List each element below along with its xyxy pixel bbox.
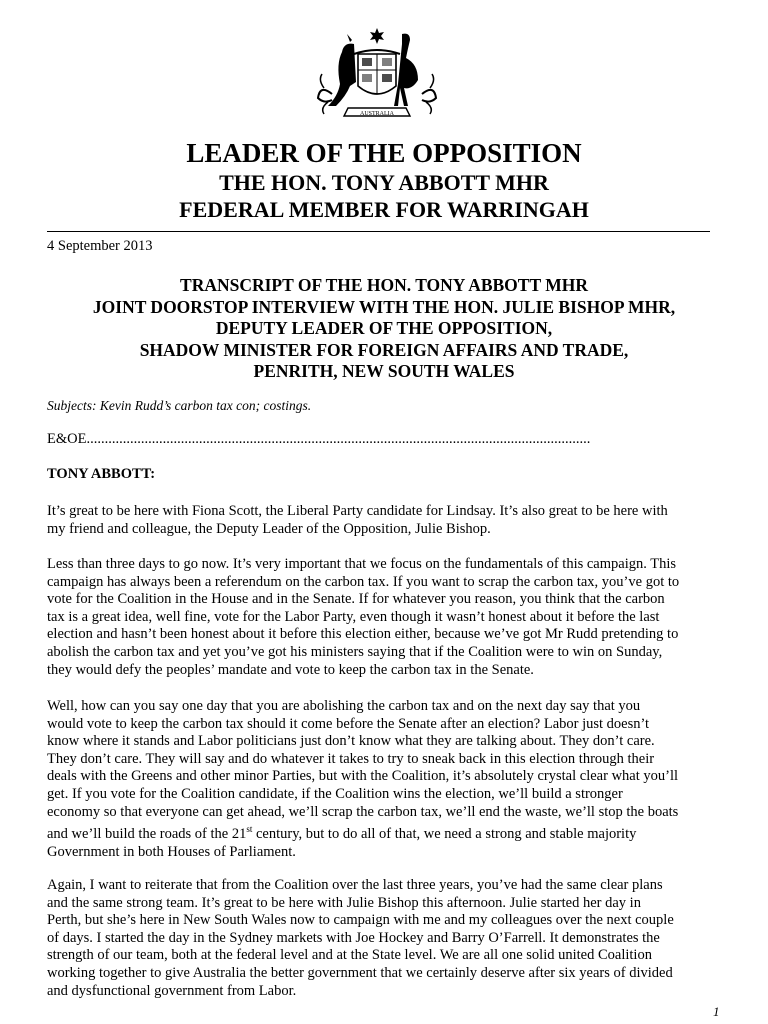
text-line: Government in both Houses of Parliament.: [47, 843, 296, 860]
text-line: know where it stands and Labor politicians just don’t know what they are talking about. They don’t care.: [47, 733, 655, 750]
electorate-line: FEDERAL MEMBER FOR WARRINGAH: [179, 197, 589, 222]
text-line: and we’ll build the roads of the 21st century, but to do all of that, we need a strong and stable majority: [47, 824, 637, 842]
crest-scroll-text: AUSTRALIA: [360, 111, 394, 117]
text-line: Less than three days to go now. It’s very important that we focus on the fundamentals of this campaign. This: [47, 556, 677, 572]
paragraph-1: [47, 503, 727, 538]
text-line: they would defy the peoples’ mandate and vote to keep the carbon tax in the Senate.: [47, 661, 534, 678]
coat-of-arms-icon: [314, 24, 440, 126]
eoe-line: E&OE...........................................................................................................................................: [47, 431, 591, 447]
text-line: election and hasn’t been honest about it before this election either, because we’ve got Mr Rudd pretending to: [47, 626, 679, 643]
paragraph-3: [47, 698, 727, 861]
text-line: and the same strong team. It’s great to be here with Julie Bishop this afternoon. Julie started her day in: [47, 894, 641, 911]
text-line: abolish the carbon tax and yet you’ve got his ministers saying that if the Coalition were to win on Sunday,: [47, 643, 663, 660]
text-line: working together to give Australia the better government that we certainly deserve after six years of divided: [47, 964, 673, 981]
text-line: Perth, but she’s here in New South Wales now to campaign with me and my colleagues over the next couple: [47, 912, 674, 929]
text-line: of days. I started the day in the Sydney markets with Joe Hockey and Barry O’Farrell. It demonstrates the: [47, 929, 660, 946]
text-line: economy so that everyone can get ahead, we’ll scrap the carbon tax, we’ll end the waste, we’ll stop the boats: [47, 803, 679, 820]
page-title: LEADER OF THE OPPOSITION: [186, 138, 582, 168]
text-line: get. If you vote for the Coalition candidate, if the Coalition wins the election, we’ll build a stronger: [47, 785, 623, 802]
paragraph-4: [47, 877, 727, 1000]
transcript-title-line: PENRITH, NEW SOUTH WALES: [253, 361, 515, 381]
transcript-title-line: SHADOW MINISTER FOR FOREIGN AFFAIRS AND TRADE,: [139, 339, 629, 360]
text-line: campaign has always been a referendum on the carbon tax. If you want to scrap the carbon tax, you’ve got to: [47, 573, 680, 590]
transcript-title-line: JOINT DOORSTOP INTERVIEW WITH THE HON. JULIE BISHOP MHR,: [92, 296, 676, 317]
text-line: my friend and colleague, the Deputy Leader of the Opposition, Julie Bishop.: [47, 520, 491, 537]
text-line: Again, I want to reiterate that from the Coalition over the last three years, you’ve had the same clear plans: [47, 877, 663, 893]
page-number: 1: [713, 1004, 720, 1019]
text-line: tax is a great idea, well fine, vote for the Labor Party, even though it wasn’t honest about it before the last: [47, 608, 660, 625]
text-line: strength of our team, both at the federal level and at the State level. We are all one solid united Coalition: [47, 947, 652, 964]
text-line: Well, how can you say one day that you are abolishing the carbon tax and on the next day say that you: [47, 698, 641, 714]
text-line: deals with the Greens and other minor Parties, but with the Coalition, it’s absolutely crystal clear what you’ll: [47, 768, 679, 785]
text-line: would vote to keep the carbon tax should it come before the Senate after an election? Labor just doesn’t: [47, 715, 650, 732]
text-line: and dysfunctional government from Labor.: [47, 982, 297, 999]
text-line: vote for the Coalition in the House and in the Senate. If for whatever you reason, you think that the carbon: [47, 591, 665, 608]
transcript-title-line: TRANSCRIPT OF THE HON. TONY ABBOTT MHR: [180, 275, 588, 295]
header-divider: [47, 231, 710, 232]
transcript-title-line: DEPUTY LEADER OF THE OPPOSITION,: [215, 318, 553, 338]
subjects-line: Subjects: Kevin Rudd’s carbon tax con; costings.: [47, 398, 312, 413]
transcript-title: [0, 275, 768, 383]
member-name: THE HON. TONY ABBOTT MHR: [219, 170, 549, 195]
text-line: They don’t care. They will say and do whatever it takes to try to sneak back in this election through their: [47, 750, 655, 767]
document-date: 4 September 2013: [47, 238, 153, 254]
paragraph-2: [47, 556, 727, 679]
speaker-label: TONY ABBOTT:: [47, 466, 156, 482]
text-line: It’s great to be here with Fiona Scott, the Liberal Party candidate for Lindsay. It’s also great to be here with: [47, 503, 668, 519]
